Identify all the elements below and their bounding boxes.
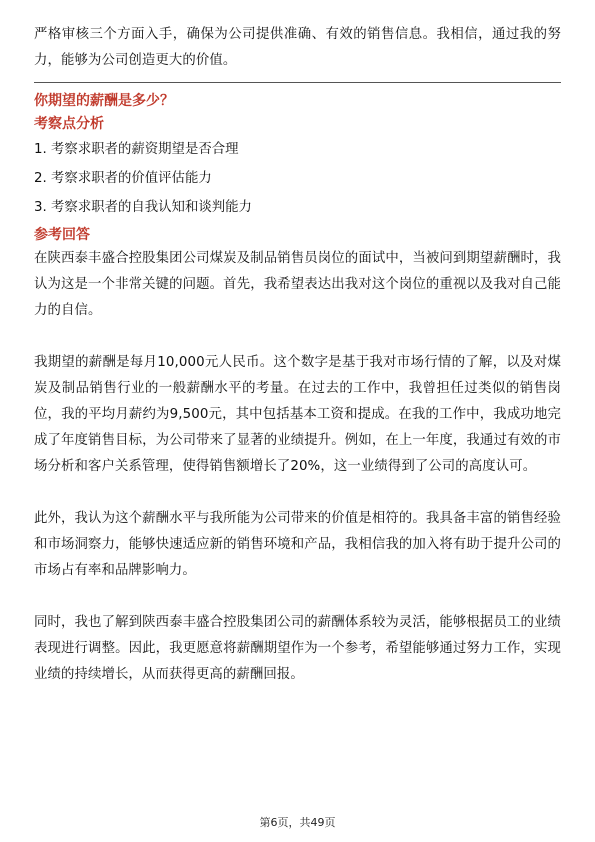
- list-item: 3. 考察求职者的自我认知和谈判能力: [34, 200, 252, 215]
- section-divider: [34, 82, 561, 83]
- list-item: 1. 考察求职者的薪资期望是否合理: [34, 142, 239, 157]
- answer-body: [34, 246, 561, 688]
- document-page: [34, 22, 561, 688]
- page-number: 第6页，共49页: [259, 816, 336, 829]
- answer-paragraph: 此外，我认为这个薪酬水平与我所能为公司带来的价值是相符的。我具备丰富的销售经验和市场洞察力，能够快速适应新的销售环境和产品，我相信我的加入将有助于提升公司的市场占有率和品牌影响力。: [34, 511, 561, 578]
- answer-paragraph: 同时，我也了解到陕西泰丰盛合控股集团公司的薪酬体系较为灵活，能够根据员工的业绩表现进行调整。因此，我更愿意将薪酬期望作为一个参考，希望能够通过努力工作，实现业绩的持续增长，从而获得更高的薪酬回报。: [34, 615, 561, 682]
- analysis-heading: 考察点分析: [34, 116, 104, 132]
- analysis-list: [34, 135, 561, 222]
- answer-paragraph: 在陕西泰丰盛合控股集团公司煤炭及制品销售员岗位的面试中，当被问到期望薪酬时，我认为这是一个非常关键的问题。首先，我希望表达出我对这个岗位的重视以及我对自己能力的自信。: [34, 251, 561, 318]
- answer-paragraph: 我期望的薪酬是每月10,000元人民币。这个数字是基于我对市场行情的了解，以及对煤炭及制品销售行业的一般薪酬水平的考量。在过去的工作中，我曾担任过类似的销售岗位，我的平均月薪约为9,500元，其中包括基本工资和提成。在我的工作中，我成功地完成了年度销售目标，为公司带来了显著的业绩提升。例如，在上一年度，我通过有效的市场分析和客户关系管理，使得销售额增长了20%，这一业绩得到了公司的高度认可。: [34, 355, 561, 474]
- question-heading: 你期望的薪酬是多少？: [34, 93, 174, 109]
- answer-heading: 参考回答: [34, 227, 90, 243]
- list-item: 2. 考察求职者的价值评估能力: [34, 171, 212, 186]
- intro-paragraph: 严格审核三个方面入手，确保为公司提供准确、有效的销售信息。我相信，通过我的努力，能够为公司创造更大的价值。: [34, 27, 561, 68]
